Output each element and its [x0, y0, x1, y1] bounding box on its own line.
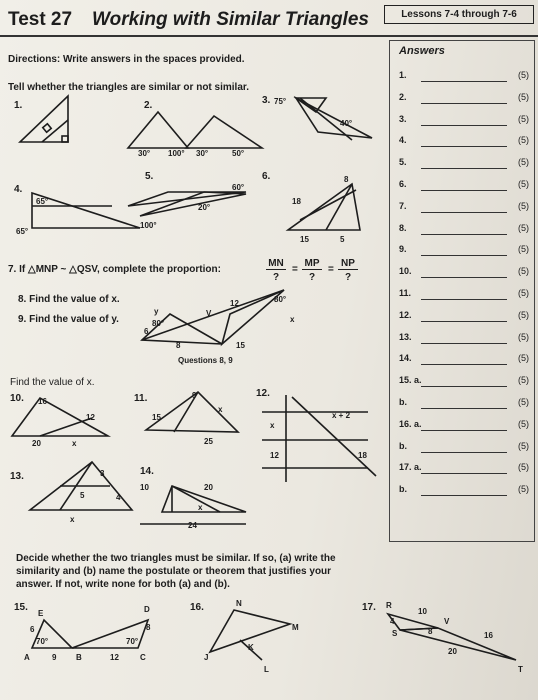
- answer-number: 5.: [399, 157, 407, 168]
- q17-label: 17.: [362, 602, 376, 613]
- q10-var-x: x: [72, 439, 77, 448]
- answer-number: 9.: [399, 244, 407, 255]
- figure-q1: [20, 96, 68, 142]
- q17-vertex-s: S: [392, 629, 398, 638]
- q11-var-x: x: [218, 405, 223, 414]
- directions-text: Directions: Write answers in the spaces provided.: [8, 54, 245, 65]
- q15-side-8: 8: [146, 623, 151, 632]
- q7-frac1-num: MN: [266, 258, 286, 270]
- q2-angle-30-right: 30°: [196, 149, 209, 158]
- q15-vertex-a: A: [24, 653, 30, 662]
- answer-points: (5): [518, 462, 529, 473]
- answer-points: (5): [518, 484, 529, 495]
- q89-side-6: 6: [144, 327, 149, 336]
- q5-angle-60: 60°: [232, 183, 245, 192]
- answer-number: 16. a.: [399, 418, 422, 429]
- q4-angle-65-top: 65°: [36, 197, 49, 206]
- q17-vertex-r: R: [386, 601, 392, 610]
- answer-points: (5): [518, 375, 529, 386]
- q13-side-5: 5: [80, 491, 85, 500]
- answer-points: (5): [518, 418, 529, 429]
- q5-angle-100: 100°: [140, 221, 157, 230]
- q14-var-x: x: [198, 503, 203, 512]
- answer-number: 10.: [399, 266, 412, 277]
- q3-angle-75: 75°: [274, 97, 287, 106]
- figure-q4: [32, 193, 140, 228]
- q7-frac2-den: ?: [308, 272, 316, 283]
- q13-label: 13.: [10, 471, 24, 482]
- answer-number: 6.: [399, 179, 407, 189]
- q14-side-10: 10: [140, 483, 149, 492]
- q12-var-x-plus-2: x + 2: [332, 411, 351, 420]
- q89-side-15: 15: [236, 341, 245, 350]
- figure-q8-q9: [142, 290, 287, 344]
- q6-side-18: 18: [292, 197, 301, 206]
- answer-number: b.: [399, 484, 407, 495]
- q4-label: 4.: [14, 184, 23, 195]
- answer-number: 15. a.: [399, 375, 422, 386]
- q7-eq2: =: [328, 264, 334, 275]
- q15-label: 15.: [14, 602, 28, 613]
- q6-label: 6.: [262, 171, 271, 182]
- q3-label: 3.: [262, 95, 271, 106]
- answer-points: (5): [518, 157, 529, 168]
- answer-points: (5): [518, 331, 529, 342]
- figure-q12: [262, 395, 376, 482]
- q89-side-8: 8: [176, 341, 181, 350]
- answer-points: (5): [518, 200, 529, 211]
- answer-points: (5): [518, 397, 529, 407]
- q12-label: 12.: [256, 388, 270, 399]
- q13-side-3: 3: [100, 469, 105, 478]
- q17-vertex-v: V: [444, 617, 450, 626]
- q10-side-12: 12: [86, 413, 95, 422]
- answers-title: Answers: [399, 45, 445, 57]
- test-number: Test 27: [8, 9, 73, 30]
- answer-points: (5): [518, 440, 529, 451]
- q15-angle-70-right: 70°: [126, 637, 139, 646]
- q7-frac2-num: MP: [302, 258, 322, 270]
- answer-number: 3.: [399, 113, 407, 124]
- answer-number: 4.: [399, 135, 407, 146]
- q2-angle-50: 50°: [232, 149, 245, 158]
- q11-side-9: 9: [192, 391, 197, 400]
- q14-side-24: 24: [188, 521, 197, 530]
- q11-side-25: 25: [204, 437, 213, 446]
- answer-number: 13.: [399, 331, 412, 342]
- q12-side-12: 12: [270, 451, 279, 460]
- q89-var-x: x: [290, 315, 295, 324]
- q15-vertex-b: B: [76, 653, 82, 662]
- questions-8-9-caption: Questions 8, 9: [178, 356, 233, 365]
- q6-side-5: 5: [340, 235, 345, 244]
- q16-label: 16.: [190, 602, 204, 613]
- q1-label: 1.: [14, 100, 23, 111]
- answer-number: 7.: [399, 200, 407, 211]
- q17-side-4: 4: [390, 617, 395, 626]
- q15-side-6: 6: [30, 625, 35, 634]
- q16-vertex-m: M: [292, 623, 299, 632]
- answer-points: (5): [518, 222, 529, 233]
- answer-points: (5): [518, 179, 529, 189]
- q2-angle-30-left: 30°: [138, 149, 151, 158]
- q12-side-18: 18: [358, 451, 367, 460]
- answer-points: (5): [518, 353, 529, 364]
- figure-q2: [128, 112, 262, 148]
- q7-frac1-den: ?: [272, 272, 280, 283]
- q10-label: 10.: [10, 393, 24, 404]
- q7-text: 7. If △MNP ~ △QSV, complete the proportion:: [8, 264, 221, 275]
- q7-eq1: =: [292, 264, 298, 275]
- answer-number: 12.: [399, 309, 412, 320]
- answer-number: 2.: [399, 91, 407, 102]
- q15-vertex-c: C: [140, 653, 146, 662]
- q16-vertex-l: L: [264, 665, 269, 674]
- figure-q5: [128, 192, 246, 216]
- answer-number: 1.: [399, 70, 407, 80]
- q5-angle-20: 20°: [198, 203, 211, 212]
- answer-points: (5): [518, 113, 529, 124]
- answer-points: (5): [518, 288, 529, 298]
- decide-instructions: Decide whether the two triangles must be similar. If so, (a) write the similarity and (b) name the postulate or theorem that justifies your answer. If not, write none for both (a) and (b).: [16, 553, 336, 590]
- q17-side-10: 10: [418, 607, 427, 616]
- answer-points: (5): [518, 91, 529, 102]
- q2-label: 2.: [144, 100, 153, 111]
- answer-number: b.: [399, 440, 407, 451]
- q4-angle-65-bottom: 65°: [16, 227, 29, 236]
- q17-side-16: 16: [484, 631, 493, 640]
- answer-points: (5): [518, 135, 529, 146]
- q3-angle-40: 40°: [340, 119, 353, 128]
- lessons-box: Lessons 7-4 through 7-6: [384, 5, 534, 24]
- q16-vertex-n: N: [236, 599, 242, 608]
- q14-side-20: 20: [204, 483, 213, 492]
- answer-number: 14.: [399, 353, 412, 364]
- answer-number: 17. a.: [399, 462, 422, 473]
- answer-points: (5): [518, 266, 529, 277]
- q9-text: 9. Find the value of y.: [18, 314, 119, 325]
- q7-frac3-den: ?: [344, 272, 352, 283]
- q7-frac3-num: NP: [338, 258, 358, 270]
- q89-angle-80-left: 80°: [152, 319, 165, 328]
- q17-side-20: 20: [448, 647, 457, 656]
- q16-vertex-k: K: [248, 643, 254, 652]
- q15-side-12: 12: [110, 653, 119, 662]
- q10-side-16: 16: [38, 397, 47, 406]
- answer-number: b.: [399, 397, 407, 407]
- q16-vertex-j: J: [204, 653, 209, 662]
- answer-points: (5): [518, 244, 529, 255]
- q17-side-8: 8: [428, 627, 433, 636]
- test-title: Working with Similar Triangles: [92, 9, 369, 30]
- answer-number: 11.: [399, 288, 412, 298]
- answer-points: (5): [518, 70, 529, 80]
- q13-side-4: 4: [116, 493, 121, 502]
- q10-side-20: 20: [32, 439, 41, 448]
- q11-label: 11.: [134, 393, 148, 404]
- q6-side-15: 15: [300, 235, 309, 244]
- q6-side-8: 8: [344, 175, 349, 184]
- figure-q3: [296, 98, 372, 140]
- q89-side-12: 12: [230, 299, 239, 308]
- q5-label: 5.: [145, 171, 154, 182]
- q14-label: 14.: [140, 466, 154, 477]
- find-x-text: Find the value of x.: [10, 377, 95, 388]
- figure-q6: [288, 184, 360, 230]
- answer-points: (5): [518, 309, 529, 320]
- q11-side-15: 15: [152, 413, 161, 422]
- q89-vertex-v: V: [206, 309, 212, 318]
- figure-q13: [30, 462, 132, 510]
- q13-var-x: x: [70, 515, 75, 524]
- figure-q14: [140, 486, 246, 524]
- q8-text: 8. Find the value of x.: [18, 294, 120, 305]
- q89-var-y: y: [154, 307, 159, 316]
- q15-angle-70-left: 70°: [36, 637, 49, 646]
- q17-vertex-t: T: [518, 665, 523, 674]
- q89-angle-80-right: 80°: [274, 295, 287, 304]
- figure-q16: [210, 610, 290, 660]
- q15-side-9: 9: [52, 653, 57, 662]
- answer-number: 8.: [399, 222, 407, 233]
- q12-var-x: x: [270, 421, 275, 430]
- q15-vertex-e: E: [38, 609, 44, 618]
- q15-vertex-d: D: [144, 605, 150, 614]
- q2-angle-100: 100°: [168, 149, 185, 158]
- instruction-similar: Tell whether the triangles are similar or not similar.: [8, 82, 250, 93]
